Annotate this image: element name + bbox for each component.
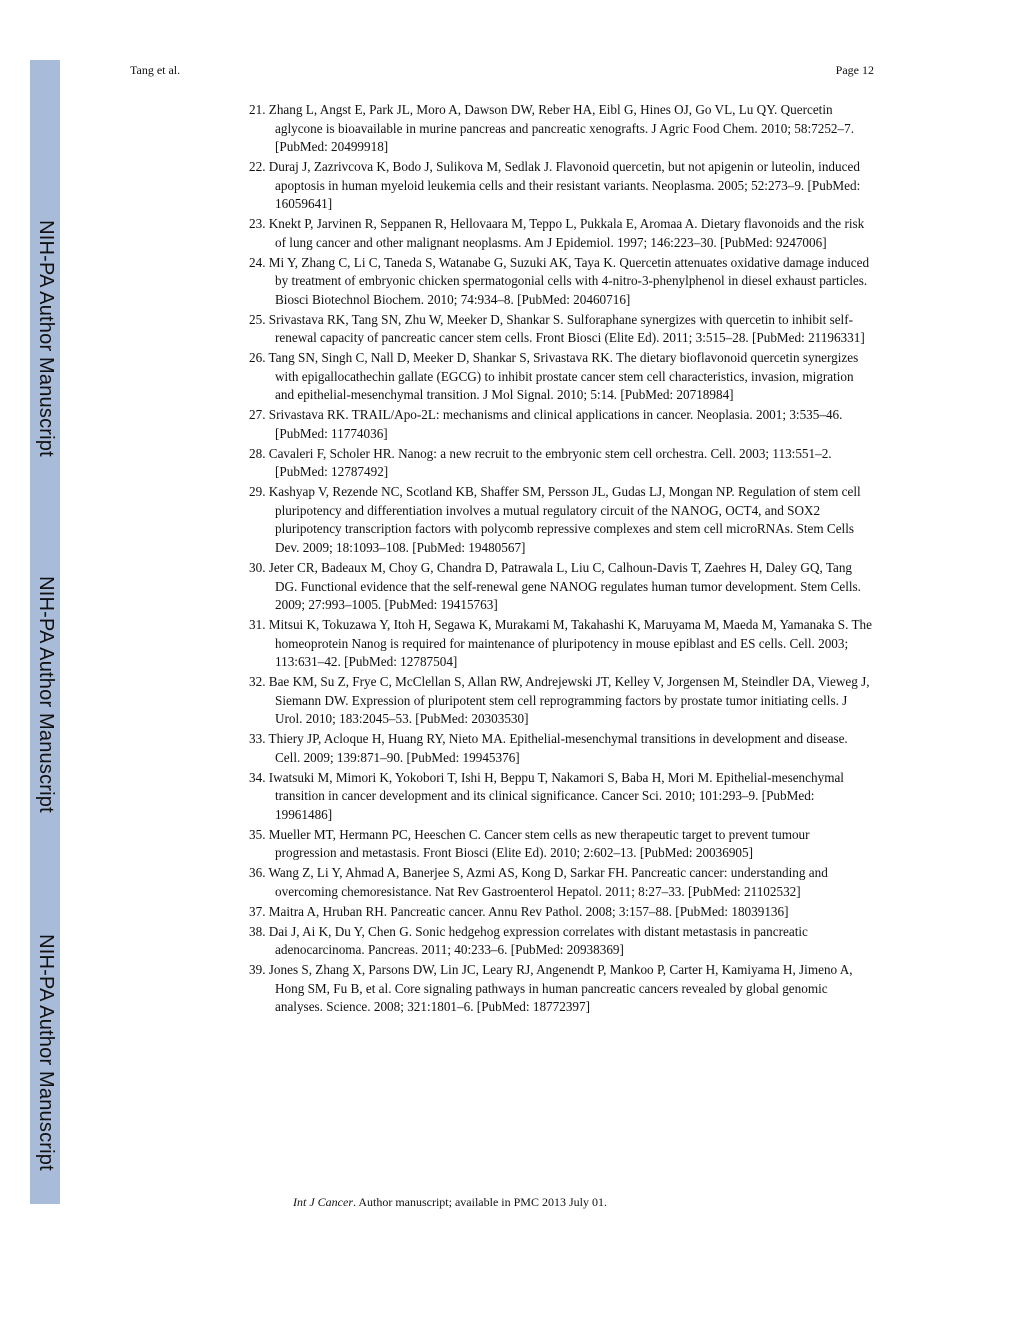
reference-text: Dai J, Ai K, Du Y, Chen G. Sonic hedgehog expression correlates with distant metastasis in pancreatic adenocarcinoma. Pancreas. 2011; 40:233–6. [PubMed: 20938369] (268, 923, 808, 958)
reference-text: Kashyap V, Rezende NC, Scotland KB, Shaffer SM, Persson JL, Gudas LJ, Mongan NP. Regulation of stem cell pluripotency and differentiation involves a mutual regulatory circuit of the NANOG, OCT4, and SOX2 pluripotency transcription factors with polycomb repressive complexes and stem cell microRNAs. Stem Cells Dev. 2009; 18:1093–108. [PubMed: 19480567] (268, 484, 861, 556)
reference-text: Cavaleri F, Scholer HR. Nanog: a new recruit to the embryonic stem cell orchestra. Cell. 2003; 113:551–2. [PubMed: 12787492] (268, 445, 832, 480)
reference-text: Jones S, Zhang X, Parsons DW, Lin JC, Leary RJ, Angenendt P, Mankoo P, Carter H, Kamiyama H, Jimeno A, Hong SM, Fu B, et al. Core signaling pathways in human pancreatic cancers revealed by global genomic analyses. Science. 2008; 321:1801–6. [PubMed: 18772397] (268, 962, 853, 1015)
reference-list (249, 101, 873, 1018)
reference-item (249, 923, 873, 960)
reference-text: Iwatsuki M, Mimori K, Yokobori T, Ishi H, Beppu T, Nakamori S, Baba H, Mori M. Epithelial-mesenchymal transition in cancer development and its clinical significance. Cancer Sci. 2010; 101:293–9. [PubMed: 19961486] (268, 769, 844, 822)
reference-number: 36. (249, 865, 266, 881)
reference-item (249, 673, 873, 729)
reference-number: 24. (249, 254, 266, 270)
reference-item (249, 254, 873, 310)
sidebar-label: NIH-PA Author Manuscript (34, 219, 57, 457)
reference-text: Zhang L, Angst E, Park JL, Moro A, Dawson DW, Reber HA, Eibl G, Hines OJ, Go VL, Lu QY. Quercetin aglycone is bioavailable in murine pancreas and pancreatic xenografts. J Agric Food Chem. 2010; 58:7252–7. [PubMed: 20499918] (268, 102, 854, 155)
reference-item (249, 349, 873, 405)
reference-number: 21. (249, 102, 266, 117)
reference-item (249, 769, 873, 825)
reference-item (249, 961, 873, 1017)
reference-item (249, 158, 873, 214)
reference-number: 35. (249, 826, 266, 842)
sidebar-label: NIH-PA Author Manuscript (34, 575, 57, 813)
reference-item (249, 406, 873, 443)
nih-manuscript-sidebar (30, 60, 60, 1204)
footer-journal: Int J Cancer (293, 1195, 353, 1209)
reference-text: Mitsui K, Tokuzawa Y, Itoh H, Segawa K, Murakami M, Takahashi K, Maruyama M, Maeda M, Yamanaka S. The homeoprotein Nanog is required for maintenance of pluripotency in mouse epiblast and ES cells. Cell. 2003; 113:631–42. [PubMed: 12787504] (268, 617, 872, 670)
reference-number: 37. (249, 903, 266, 919)
reference-number: 33. (249, 731, 266, 747)
reference-item (249, 903, 873, 922)
page-number: Page 12 (835, 63, 874, 77)
reference-number: 31. (249, 617, 266, 632)
reference-text: Thiery JP, Acloque H, Huang RY, Nieto MA. Epithelial-mesenchymal transitions in development and disease. Cell. 2009; 139:871–90. [PubMed: 19945376] (268, 731, 848, 765)
reference-item (249, 311, 873, 348)
reference-text: Tang SN, Singh C, Nall D, Meeker D, Shankar S, Srivastava RK. The dietary bioflavonoid quercetin synergizes with epigallocathechin gallate (EGCG) to inhibit prostate cancer stem cell characteristics, invasion, migration and epithelial-mesenchymal transition. J Mol Signal. 2010; 5:14. [PubMed: 20718984] (268, 350, 859, 403)
reference-text: Srivastava RK. TRAIL/Apo-2L: mechanisms and clinical applications in cancer. Neoplasia. 2001; 3:535–46. [PubMed: 11774036] (268, 407, 843, 441)
reference-number: 29. (249, 484, 266, 500)
reference-text: Srivastava RK, Tang SN, Zhu W, Meeker D, Shankar S. Sulforaphane synergizes with quercetin to inhibit self-renewal capacity of pancreatic cancer stem cells. Front Biosci (Elite Ed). 2011; 3:515–28. [PubMed: 21196331] (268, 311, 865, 346)
page-footer (293, 1195, 607, 1210)
reference-number: 22. (249, 159, 266, 175)
reference-text: Maitra A, Hruban RH. Pancreatic cancer. Annu Rev Pathol. 2008; 3:157–88. [PubMed: 18039136] (268, 903, 789, 919)
reference-text: Duraj J, Zazrivcova K, Bodo J, Sulikova M, Sedlak J. Flavonoid quercetin, but not apigenin or luteolin, induced apoptosis in human myeloid leukemia cells and their resistant variants. Neoplasma. 2005; 52:273–9. [PubMed: 16059641] (268, 159, 861, 212)
reference-number: 28. (249, 445, 266, 461)
reference-item (249, 215, 873, 252)
running-head-author: Tang et al. (130, 63, 181, 77)
reference-item (249, 826, 873, 863)
reference-number: 34. (249, 769, 266, 785)
reference-item (249, 483, 873, 557)
reference-text: Mueller MT, Hermann PC, Heeschen C. Cancer stem cells as new therapeutic target to prevent tumour progression and metastasis. Front Biosci (Elite Ed). 2010; 2:602–13. [PubMed: 20036905] (268, 826, 810, 861)
reference-number: 25. (249, 311, 266, 327)
reference-text: Knekt P, Jarvinen R, Seppanen R, Hellovaara M, Teppo L, Pukkala E, Aromaa A. Dietary flavonoids and the risk of lung cancer and other malignant neoplasms. Am J Epidemiol. 1997; 146:223–30. [PubMed: 9247006] (268, 216, 865, 250)
reference-number: 27. (249, 407, 266, 423)
reference-number: 23. (249, 216, 266, 232)
reference-number: 39. (249, 962, 266, 978)
footer-availability: . Author manuscript; available in PMC 2013 July 01. (352, 1195, 607, 1209)
reference-number: 32. (249, 674, 266, 690)
reference-text: Jeter CR, Badeaux M, Choy G, Chandra D, Patrawala L, Liu C, Calhoun-Davis T, Zaehres H, Daley GQ, Tang DG. Functional evidence that the self-renewal gene NANOG regulates human tumor development. Stem Cells. 2009; 27:993–1005. [PubMed: 19415763] (268, 559, 861, 613)
reference-item (249, 864, 873, 901)
reference-item (249, 616, 873, 672)
reference-number: 26. (249, 350, 266, 366)
reference-item (249, 101, 873, 157)
reference-text: Mi Y, Zhang C, Li C, Taneda S, Watanabe G, Suzuki AK, Taya K. Quercetin attenuates oxidative damage induced by treatment of embryonic chicken spermatogonial cells with 4-nitro-3-phenylphenol in diesel exhaust particles. Biosci Biotechnol Biochem. 2010; 74:934–8. [PubMed: 20460716] (268, 254, 870, 307)
reference-text: Wang Z, Li Y, Ahmad A, Banerjee S, Azmi AS, Kong D, Sarkar FH. Pancreatic cancer: understanding and overcoming chemoresistance. Nat Rev Gastroenterol Hepatol. 2011; 8:27–33. [PubMed: 21102532] (268, 865, 828, 899)
sidebar-label: NIH-PA Author Manuscript (34, 933, 57, 1171)
reference-item (249, 445, 873, 482)
reference-number: 38. (249, 923, 266, 939)
reference-text: Bae KM, Su Z, Frye C, McClellan S, Allan RW, Andrejewski JT, Kelley V, Jorgensen M, Steindler DA, Vieweg J, Siemann DW. Expression of pluripotent stem cell reprogramming factors by prostate tumor initiating cells. J Urol. 2010; 183:2045–53. [PubMed: 20303530] (268, 674, 870, 727)
reference-item (249, 730, 873, 767)
reference-item (249, 559, 873, 615)
reference-number: 30. (249, 559, 266, 575)
